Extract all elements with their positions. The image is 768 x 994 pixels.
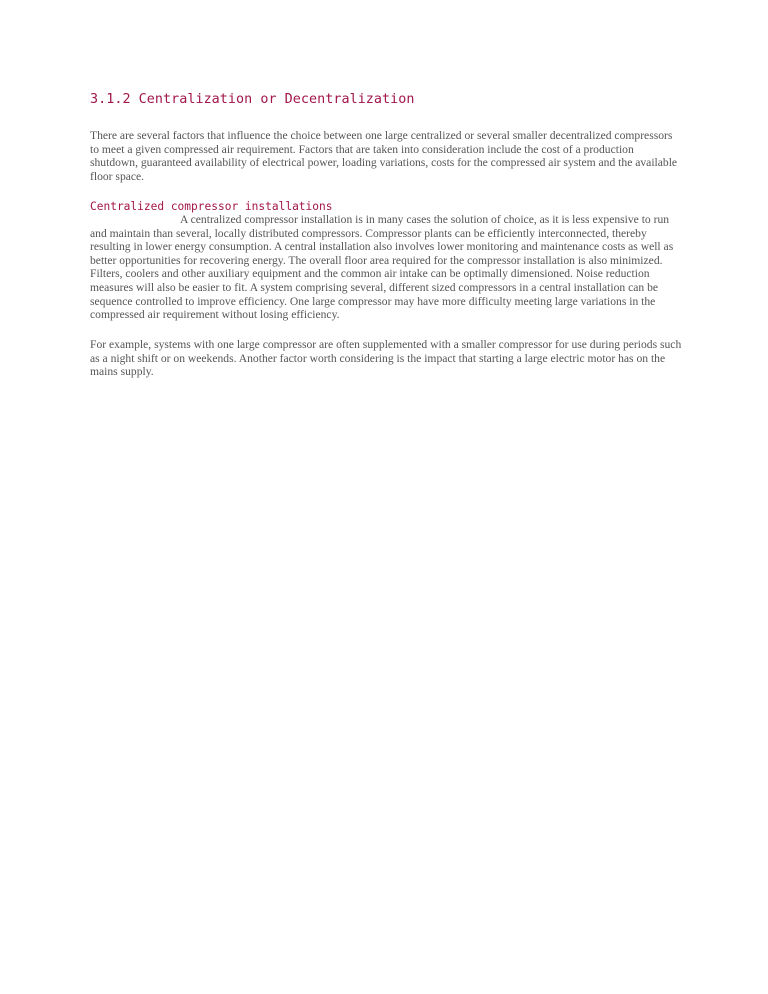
- intro-paragraph: There are several factors that influence the choice between one large centralized or several smaller decentralized compressors to meet a given compressed air requirement. Factors that are taken into consideration include the cost of a production shutdown, guaranteed availability of electrical power, loading variations, costs for the compressed air system and the available floor space.: [90, 129, 678, 183]
- section-heading: 3.1.2 Centralization or Decentralization: [90, 92, 415, 107]
- subsection-heading: Centralized compressor installations: [90, 200, 333, 213]
- example-paragraph: For example, systems with one large compressor are often supplemented with a smaller compressor for use during periods such as a night shift or on weekends. Another factor worth considering is the impact that starting a large electric motor has on the mains supply.: [90, 338, 682, 379]
- centralized-paragraph: A centralized compressor installation is in many cases the solution of choice, as it is less expensive to run and maintain than several, locally distributed compressors. Compressor plants can be efficiently interconnected, thereby resulting in lower energy consumption. A central installation also involves lower monitoring and maintenance costs as well as better opportunities for recovering energy. The overall floor area required for the compressor installation is also minimized. Filters, coolers and other auxiliary equipment and the common air intake can be optimally dimensioned. Noise reduction measures will also be easier to fit. A system comprising several, different sized compressors in a central installation can be sequence controlled to improve efficiency. One large compressor may have more difficulty meeting large variations in the compressed air requirement without losing efficiency.: [90, 213, 674, 322]
